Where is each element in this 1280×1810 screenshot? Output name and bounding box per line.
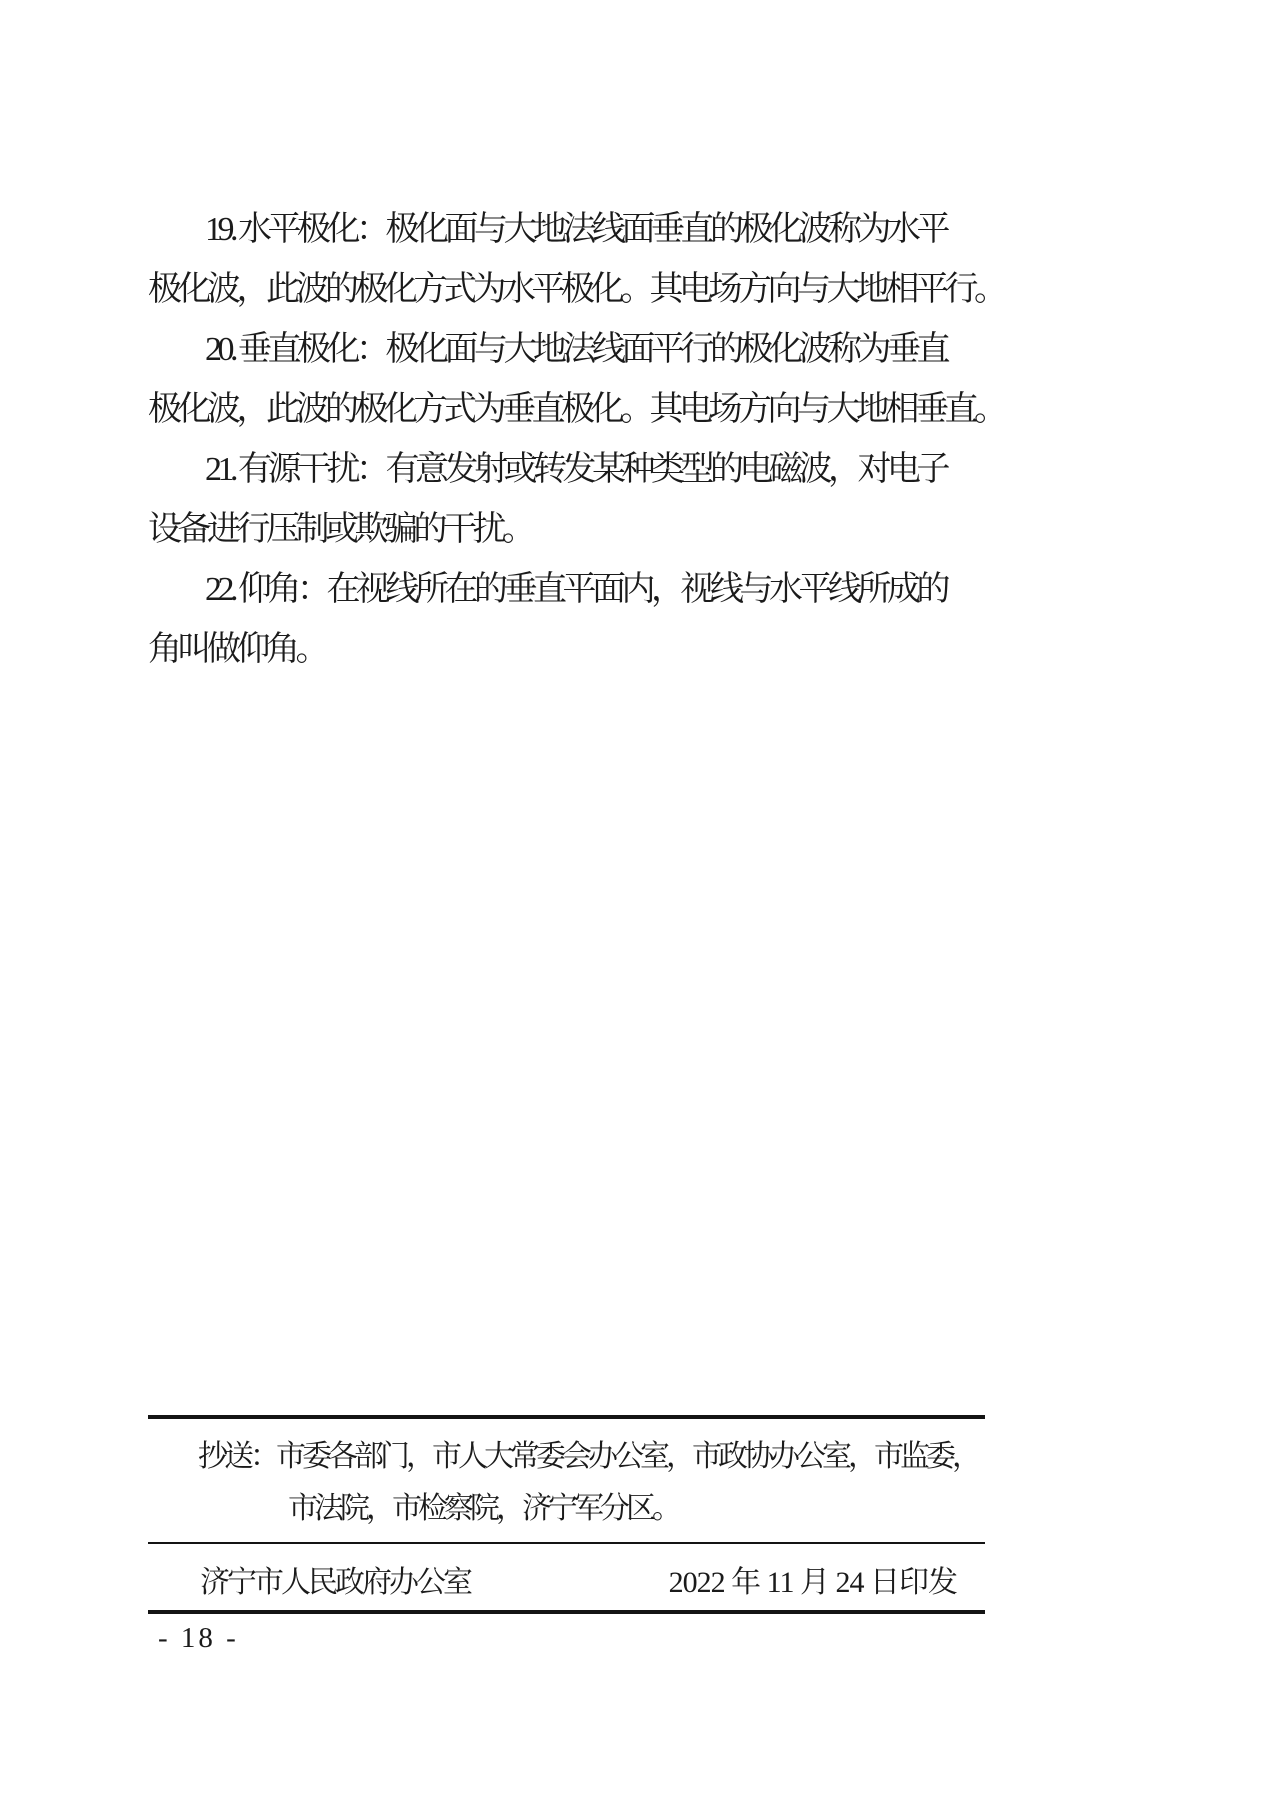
paragraph-19 (148, 200, 1004, 320)
body-line: 极化波，此波的极化方式为水平极化。其电场方向与大地相平行。 (148, 271, 1004, 308)
issuing-office: 济宁市人民政府办公室 (200, 1566, 470, 1599)
body-line: 22. 仰角：在视线所在的垂直平面内，视线与水平线所成的 (205, 571, 946, 608)
paragraph-20 (148, 320, 1004, 440)
body-text-block (148, 200, 1004, 680)
footer-bottom-rule (148, 1610, 985, 1614)
issuer-row (148, 1550, 985, 1608)
page-number: - 18 - (158, 1622, 239, 1654)
body-line: 19. 水平极化：极化面与大地法线面垂直的极化波称为水平 (205, 211, 946, 248)
footer-top-rule (148, 1415, 985, 1419)
print-date: 2022 年 11 月 24 日印发 (668, 1566, 957, 1599)
body-line: 角叫做仰角。 (148, 631, 325, 668)
body-line: 20. 垂直极化：极化面与大地法线面平行的极化波称为垂直 (205, 331, 946, 368)
paragraph-22 (148, 560, 985, 680)
body-line: 21. 有源干扰：有意发射或转发某种类型的电磁波，对电子 (205, 451, 946, 488)
footer-middle-rule (148, 1542, 985, 1544)
body-line: 设备进行压制或欺骗的干扰。 (148, 511, 532, 548)
cc-recipients-line-2: 市法院，市检察院，济宁军分区。 (288, 1492, 678, 1525)
body-line: 极化波，此波的极化方式为垂直极化。其电场方向与大地相垂直。 (148, 391, 1004, 428)
cc-recipients-line-1: 抄送：市委各部门，市人大常委会办公室，市政协办公室，市监委， (198, 1440, 978, 1473)
paragraph-21 (148, 440, 985, 560)
